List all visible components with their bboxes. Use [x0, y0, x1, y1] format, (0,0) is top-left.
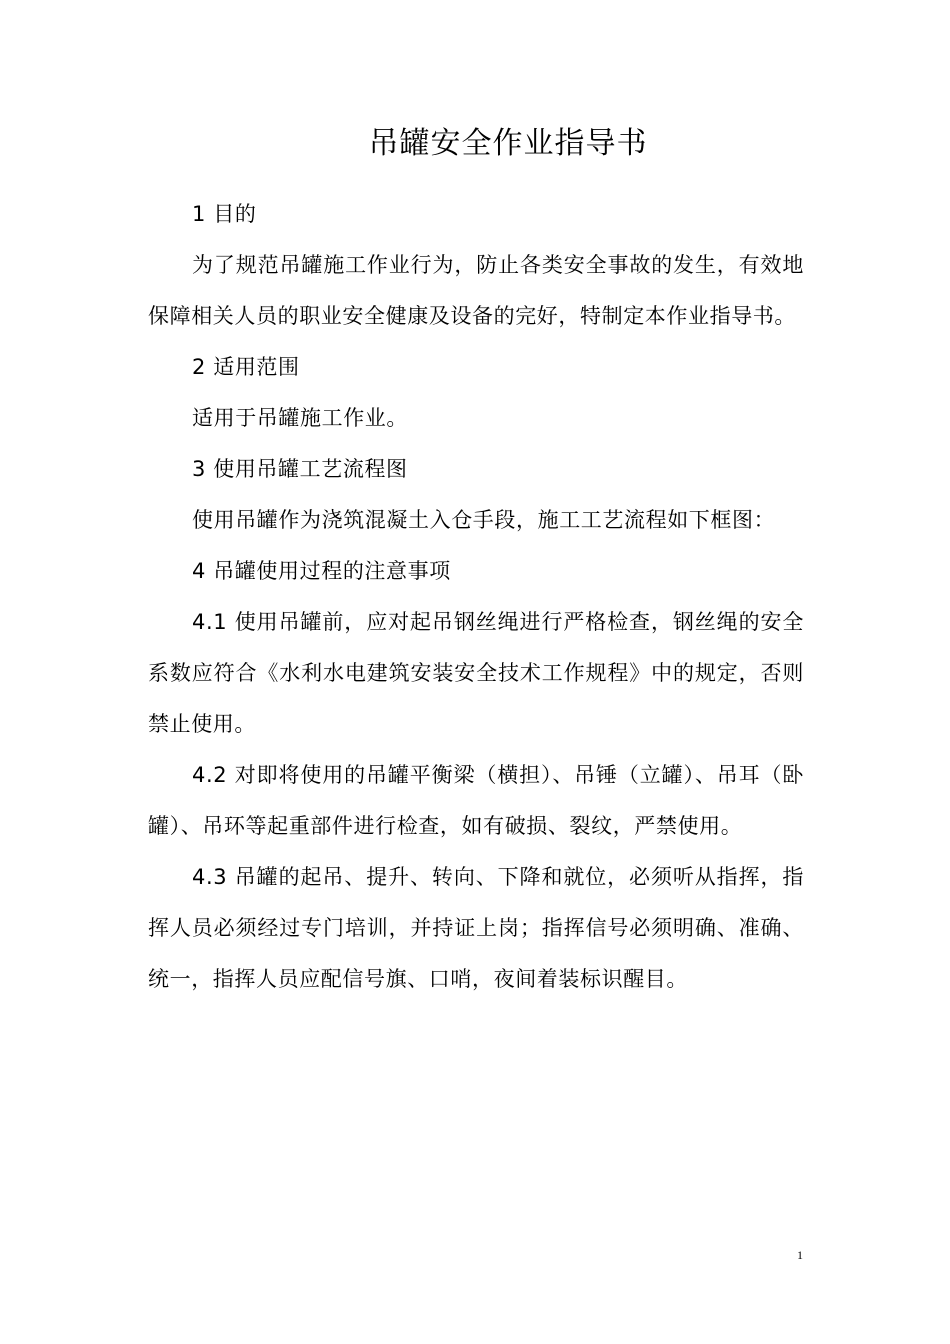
- paragraph-precaution-4-2: 4.2 对即将使用的吊罐平衡梁（横担）、吊锤（立罐）、吊耳（卧罐）、吊环等起重部件进行检查，如有破损、裂纹，严禁使用。: [148, 763, 804, 838]
- paragraph-precaution-4-3: 4.3 吊罐的起吊、提升、转向、下降和就位，必须听从指挥，指挥人员必须经过专门培训，并持证上岗；指挥信号必须明确、准确、统一，指挥人员应配信号旗、口哨，夜间着装标识醒目。: [148, 865, 804, 991]
- heading-scope: 2 适用范围: [192, 355, 300, 379]
- paragraph-purpose: 为了规范吊罐施工作业行为，防止各类安全事故的发生，有效地保障相关人员的职业安全健康及设备的完好，特制定本作业指导书。: [148, 253, 804, 328]
- page-number: 1: [797, 1248, 803, 1262]
- paragraph-precaution-4-1: 4.1 使用吊罐前，应对起吊钢丝绳进行严格检查，钢丝绳的安全系数应符合《水利水电建筑安装安全技术工作规程》中的规定，否则禁止使用。: [148, 610, 804, 736]
- heading-process-flow: 3 使用吊罐工艺流程图: [192, 457, 408, 481]
- paragraph-scope: 适用于吊罐施工作业。: [192, 406, 408, 430]
- paragraph-process-flow: 使用吊罐作为浇筑混凝土入仓手段，施工工艺流程如下框图：: [192, 508, 776, 532]
- heading-purpose: 1 目的: [192, 202, 257, 226]
- heading-precautions: 4 吊罐使用过程的注意事项: [192, 559, 451, 583]
- document-title: 吊罐安全作业指导书: [368, 126, 648, 161]
- document-body: [148, 189, 804, 1005]
